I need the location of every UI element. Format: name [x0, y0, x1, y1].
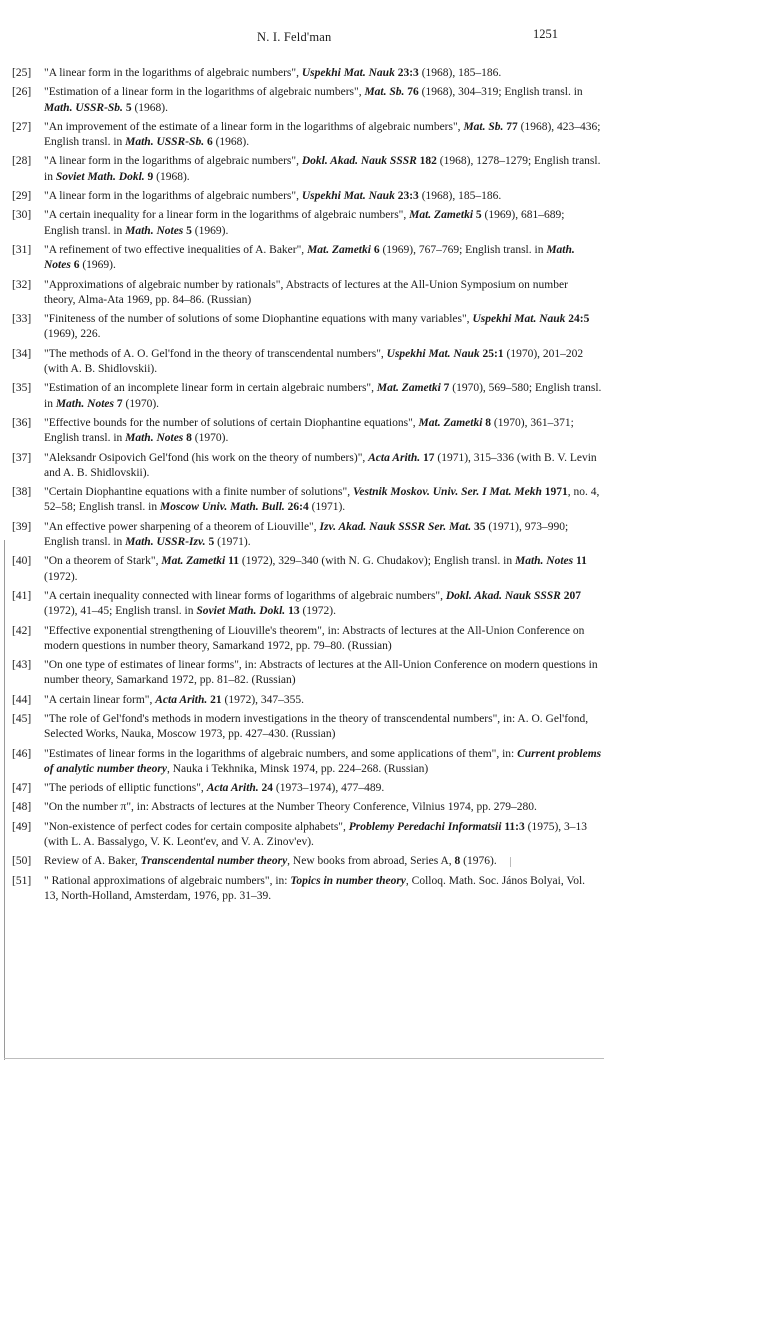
reference-text: , no. 4, 52–58; English transl. in: [44, 486, 600, 514]
reference-text: (1972), 41–45; English transl. in: [44, 605, 197, 618]
journal-title: Problemy Peredachi Informatsii: [348, 820, 502, 833]
volume-number: 9: [144, 170, 154, 183]
reference-text: (1970).: [191, 432, 229, 445]
volume-number: 1971: [541, 486, 568, 499]
reference-text: (1971).: [214, 536, 251, 549]
reference-text: "An improvement of the estimate of a linear form in the logarithms of algebraic numbers",: [44, 120, 464, 133]
journal-title: Uspekhi Mat. Nauk: [301, 67, 395, 79]
journal-title: Mat. Sb.: [364, 86, 405, 99]
volume-number: 8: [183, 432, 192, 445]
reference-number: [26]: [12, 86, 32, 99]
reference-entry: [12, 278, 602, 309]
reference-text: (1969), 226.: [44, 328, 101, 341]
reference-text: "Estimation of a linear form in the logarithms of algebraic numbers",: [44, 86, 365, 99]
volume-number: 207: [560, 589, 581, 602]
reference-text: "An effective power sharpening of a theorem of Liouville",: [44, 520, 320, 533]
reference-text: (1968), 185–186.: [418, 67, 502, 79]
reference-number: [45]: [12, 712, 32, 725]
volume-number: 5: [183, 224, 192, 237]
volume-number: 76: [404, 86, 419, 99]
volume-number: 6: [204, 136, 213, 149]
volume-number: 23:3: [394, 190, 419, 203]
volume-number: 26:4: [284, 501, 309, 514]
reference-entry: [12, 624, 602, 655]
reference-text: (1971), 315–336 (with B. V. Levin and A. B. Shidlovskii).: [44, 451, 597, 479]
reference-entry: [12, 66, 602, 81]
reference-entry: [12, 85, 602, 116]
reference-list: [12, 66, 602, 908]
reference-text: (1972), 347–355.: [221, 693, 305, 706]
reference-entry: [12, 820, 602, 851]
journal-title: Soviet Math. Dokl.: [55, 170, 145, 183]
volume-number: 5: [473, 209, 482, 222]
journal-title: Moscow Univ. Math. Bull.: [159, 501, 285, 514]
journal-title: Uspekhi Mat. Nauk: [386, 347, 480, 360]
reference-text: (1970), 201–202 (with A. B. Shidlovskii).: [44, 347, 584, 376]
reference-text: (1971), 973–990; English transl. in: [44, 520, 569, 549]
reference-text: "Estimates of linear forms in the logarithms of algebraic numbers, and some applications of them", in:: [44, 747, 518, 760]
reference-text: (1969), 681–689; English transl. in: [44, 209, 565, 237]
journal-title: Izv. Akad. Nauk SSSR Ser. Mat.: [319, 520, 472, 533]
reference-entry: [12, 208, 602, 239]
journal-title: Math. USSR-Sb.: [44, 101, 123, 114]
reference-number: [34]: [12, 347, 32, 360]
journal-title: Mat. Zametki: [161, 555, 226, 568]
reference-text: "The methods of A. O. Gel'fond in the theory of transcendental numbers",: [44, 347, 387, 360]
reference-text: (1968).: [212, 136, 250, 149]
reference-text: (1970), 361–371; English transl. in: [44, 416, 574, 445]
reference-text: "On a theorem of Stark",: [44, 555, 162, 568]
journal-title: Mat. Sb.: [463, 120, 504, 133]
journal-title: Acta Arith.: [206, 782, 259, 795]
reference-text: , New books from abroad, Series A,: [287, 855, 455, 868]
reference-entry: [12, 712, 602, 743]
reference-text: (1975), 3–13 (with L. A. Bassalygo, V. K. Leont'ev, and V. A. Zinov'ev).: [44, 820, 588, 849]
reference-entry: [12, 874, 602, 905]
reference-number: [27]: [12, 120, 32, 133]
reference-text: " Rational approximations of algebraic numbers", in:: [44, 874, 291, 887]
volume-number: 35: [471, 520, 486, 533]
scan-edge-line: [4, 540, 5, 1060]
reference-entry: [12, 312, 602, 343]
reference-text: "Approximations of algebraic number by rationals", Abstracts of lectures at the All-Union Symposium on number theory, Alma-Ata 1969, pp. 84–86. (Russian): [44, 278, 568, 306]
volume-number: 6: [370, 243, 380, 256]
reference-entry: [12, 451, 602, 482]
reference-text: (1968), 304–319; English transl. in: [418, 86, 583, 99]
reference-text: (1969).: [191, 224, 229, 237]
reference-text: (1972), 329–340 (with N. G. Chudakov); English transl. in: [238, 555, 515, 568]
journal-title: Mat. Zametki: [418, 416, 483, 429]
reference-entry: [12, 589, 602, 620]
reference-number: [32]: [12, 278, 32, 291]
volume-number: 24: [258, 782, 274, 795]
journal-title: Math. USSR-Sb.: [125, 136, 205, 149]
volume-number: 77: [503, 120, 518, 133]
reference-text: (1968), 185–186.: [418, 190, 502, 203]
reference-number: [41]: [12, 589, 32, 602]
reference-number: [47]: [12, 782, 32, 795]
reference-entry: [12, 747, 602, 778]
reference-text: (1970), 569–580; English transl. in: [44, 382, 602, 410]
reference-number: [29]: [12, 190, 32, 203]
volume-number: 6: [70, 259, 80, 272]
reference-text: (1968).: [131, 101, 168, 114]
reference-text: "A linear form in the logarithms of algebraic numbers",: [44, 190, 302, 203]
reference-number: [39]: [12, 520, 32, 533]
reference-text: (1972).: [44, 570, 78, 583]
reference-text: (1971).: [308, 501, 346, 514]
reference-text: (1968).: [153, 170, 190, 183]
reference-entry: [12, 120, 602, 151]
reference-text: "A linear form in the logarithms of algebraic numbers",: [44, 155, 302, 168]
journal-title: Topics in number theory: [290, 874, 406, 887]
reference-number: [30]: [12, 209, 32, 222]
reference-text: "The periods of elliptic functions",: [44, 782, 207, 795]
reference-text: (1976).: [460, 855, 497, 868]
reference-number: [42]: [12, 624, 32, 637]
journal-title: Current problems of analytic number theory: [44, 747, 602, 775]
reference-number: [51]: [12, 874, 32, 887]
journal-title: Math. Notes: [125, 224, 184, 237]
reference-text: "Certain Diophantine equations with a finite number of solutions",: [44, 486, 353, 499]
reference-entry: [12, 243, 602, 274]
volume-number: 11:3: [501, 820, 525, 833]
reference-text: "On the number π", in: Abstracts of lectures at the Number Theory Conference, Vilnius 1974, pp. 279–280.: [44, 801, 537, 814]
journal-title: Uspekhi Mat. Nauk: [301, 190, 395, 203]
journal-title: Vestnik Moskov. Univ. Ser. I Mat. Mekh: [352, 486, 542, 499]
reference-entry: [12, 416, 602, 447]
journal-title: Soviet Math. Dokl.: [196, 605, 286, 618]
reference-entry: [12, 520, 602, 551]
reference-text: , Colloq. Math. Soc. János Bolyai, Vol. 13, North-Holland, Amsterdam, 1976, pp. 31–39.: [44, 874, 586, 902]
journal-title: Mat. Zametki: [376, 382, 441, 395]
reference-text: "A refinement of two effective inequalities of A. Baker",: [44, 243, 308, 256]
reference-text: "On one type of estimates of linear forms", in: Abstracts of lectures at the All-Union Conference on modern questions in number theory, Samarkand 1972, pp. 81–82. (Russian): [44, 659, 598, 687]
reference-text: (1970).: [122, 397, 160, 410]
volume-number: 17: [420, 451, 435, 464]
reference-entry: [12, 781, 602, 796]
volume-number: 8: [482, 416, 492, 429]
journal-title: Acta Arith.: [368, 451, 421, 464]
running-title: N. I. Feld'man: [257, 30, 332, 44]
journal-title: Transcendental number theory: [140, 855, 288, 868]
reference-number: [49]: [12, 820, 32, 833]
reference-text: (1968), 1278–1279; English transl. in: [44, 155, 601, 183]
journal-title: Dokl. Akad. Nauk SSSR: [301, 155, 417, 168]
reference-number: [25]: [12, 67, 32, 79]
reference-number: [48]: [12, 801, 32, 814]
reference-text: "A certain inequality connected with linear forms of logarithms of algebraic numbers",: [44, 589, 446, 602]
volume-number: 11: [573, 555, 587, 568]
reference-entry: [12, 854, 602, 869]
reference-number: [38]: [12, 486, 32, 499]
reference-text: "A certain inequality for a linear form in the logarithms of algebraic numbers",: [44, 209, 410, 222]
reference-text: (1969), 767–769; English transl. in: [379, 243, 547, 256]
volume-number: 182: [416, 155, 437, 168]
reference-text: (1972).: [299, 605, 336, 618]
volume-number: 5: [205, 536, 215, 549]
reference-text: "Aleksandr Osipovich Gel'fond (his work on the theory of numbers)",: [44, 451, 369, 464]
reference-text: (1969).: [79, 259, 116, 272]
scan-bottom-line: [4, 1058, 604, 1059]
reference-number: [37]: [12, 451, 32, 464]
reference-number: [28]: [12, 155, 32, 168]
reference-entry: [12, 658, 602, 689]
reference-text: "Finiteness of the number of solutions of some Diophantine equations with many variables",: [44, 313, 473, 326]
journal-title: Mat. Zametki: [409, 209, 474, 222]
reference-entry: [12, 347, 602, 378]
reference-text: "Effective exponential strengthening of Liouville's theorem", in: Abstracts of lectures at the All-Union Conference on modern questions in number theory, Samarkand 1972, pp. 79–80. (Russian): [44, 624, 585, 652]
volume-number: 8: [454, 855, 461, 868]
reference-text: "A linear form in the logarithms of algebraic numbers",: [44, 67, 302, 79]
reference-text: "A certain linear form",: [44, 693, 156, 706]
reference-number: [40]: [12, 555, 32, 568]
reference-number: [50]: [12, 855, 32, 868]
volume-number: 11: [225, 555, 239, 568]
reference-text: "Non-existence of perfect codes for certain composite alphabets",: [44, 820, 349, 833]
journal-title: Math. USSR-Izv.: [125, 536, 206, 549]
reference-entry: [12, 693, 602, 708]
journal-title: Math. Notes: [55, 397, 114, 410]
reference-number: [44]: [12, 693, 32, 706]
page-number: 1251: [533, 27, 558, 41]
journal-title: Math. Notes: [514, 555, 574, 568]
volume-number: 23:3: [394, 67, 419, 79]
reference-entry: [12, 154, 602, 185]
reference-entry: [12, 189, 602, 204]
reference-number: [36]: [12, 416, 32, 429]
journal-title: Uspekhi Mat. Nauk: [472, 313, 566, 326]
reference-number: [46]: [12, 747, 32, 760]
journal-title: Math. Notes: [125, 432, 184, 445]
journal-title: Dokl. Akad. Nauk SSSR: [445, 589, 561, 602]
reference-text: , Nauka i Tekhnika, Minsk 1974, pp. 224–268. (Russian): [167, 762, 429, 775]
volume-number: 21: [207, 693, 222, 706]
journal-title: Math. Notes: [44, 243, 575, 272]
reference-entry: [12, 485, 602, 516]
reference-text: Review of A. Baker,: [44, 855, 141, 868]
reference-text: "Estimation of an incomplete linear form in certain algebraic numbers",: [44, 382, 377, 395]
volume-number: 5: [122, 101, 132, 114]
volume-number: 24:5: [565, 313, 590, 326]
reference-text: (1973–1974), 477–489.: [273, 782, 385, 795]
volume-number: 7: [440, 382, 450, 395]
reference-entry: [12, 381, 602, 412]
scan-artifact: [510, 857, 511, 867]
page-header: [0, 27, 769, 46]
reference-entry: [12, 800, 602, 815]
reference-text: (1968), 423–436; English transl. in: [44, 120, 601, 149]
reference-number: [31]: [12, 243, 32, 256]
reference-text: "Effective bounds for the number of solutions of certain Diophantine equations",: [44, 416, 419, 429]
volume-number: 7: [113, 397, 123, 410]
reference-text: "The role of Gel'fond's methods in modern investigations in the theory of transcendental numbers", in: A. O. Gel'fond, Selected Works, Nauka, Moscow 1973, pp. 427–430. (Russian): [44, 712, 589, 741]
reference-number: [33]: [12, 313, 32, 326]
reference-number: [43]: [12, 659, 32, 672]
reference-entry: [12, 554, 602, 585]
reference-number: [35]: [12, 382, 32, 395]
journal-title: Mat. Zametki: [307, 243, 371, 256]
volume-number: 25:1: [479, 347, 504, 360]
volume-number: 13: [285, 605, 300, 618]
journal-title: Acta Arith.: [155, 693, 208, 706]
